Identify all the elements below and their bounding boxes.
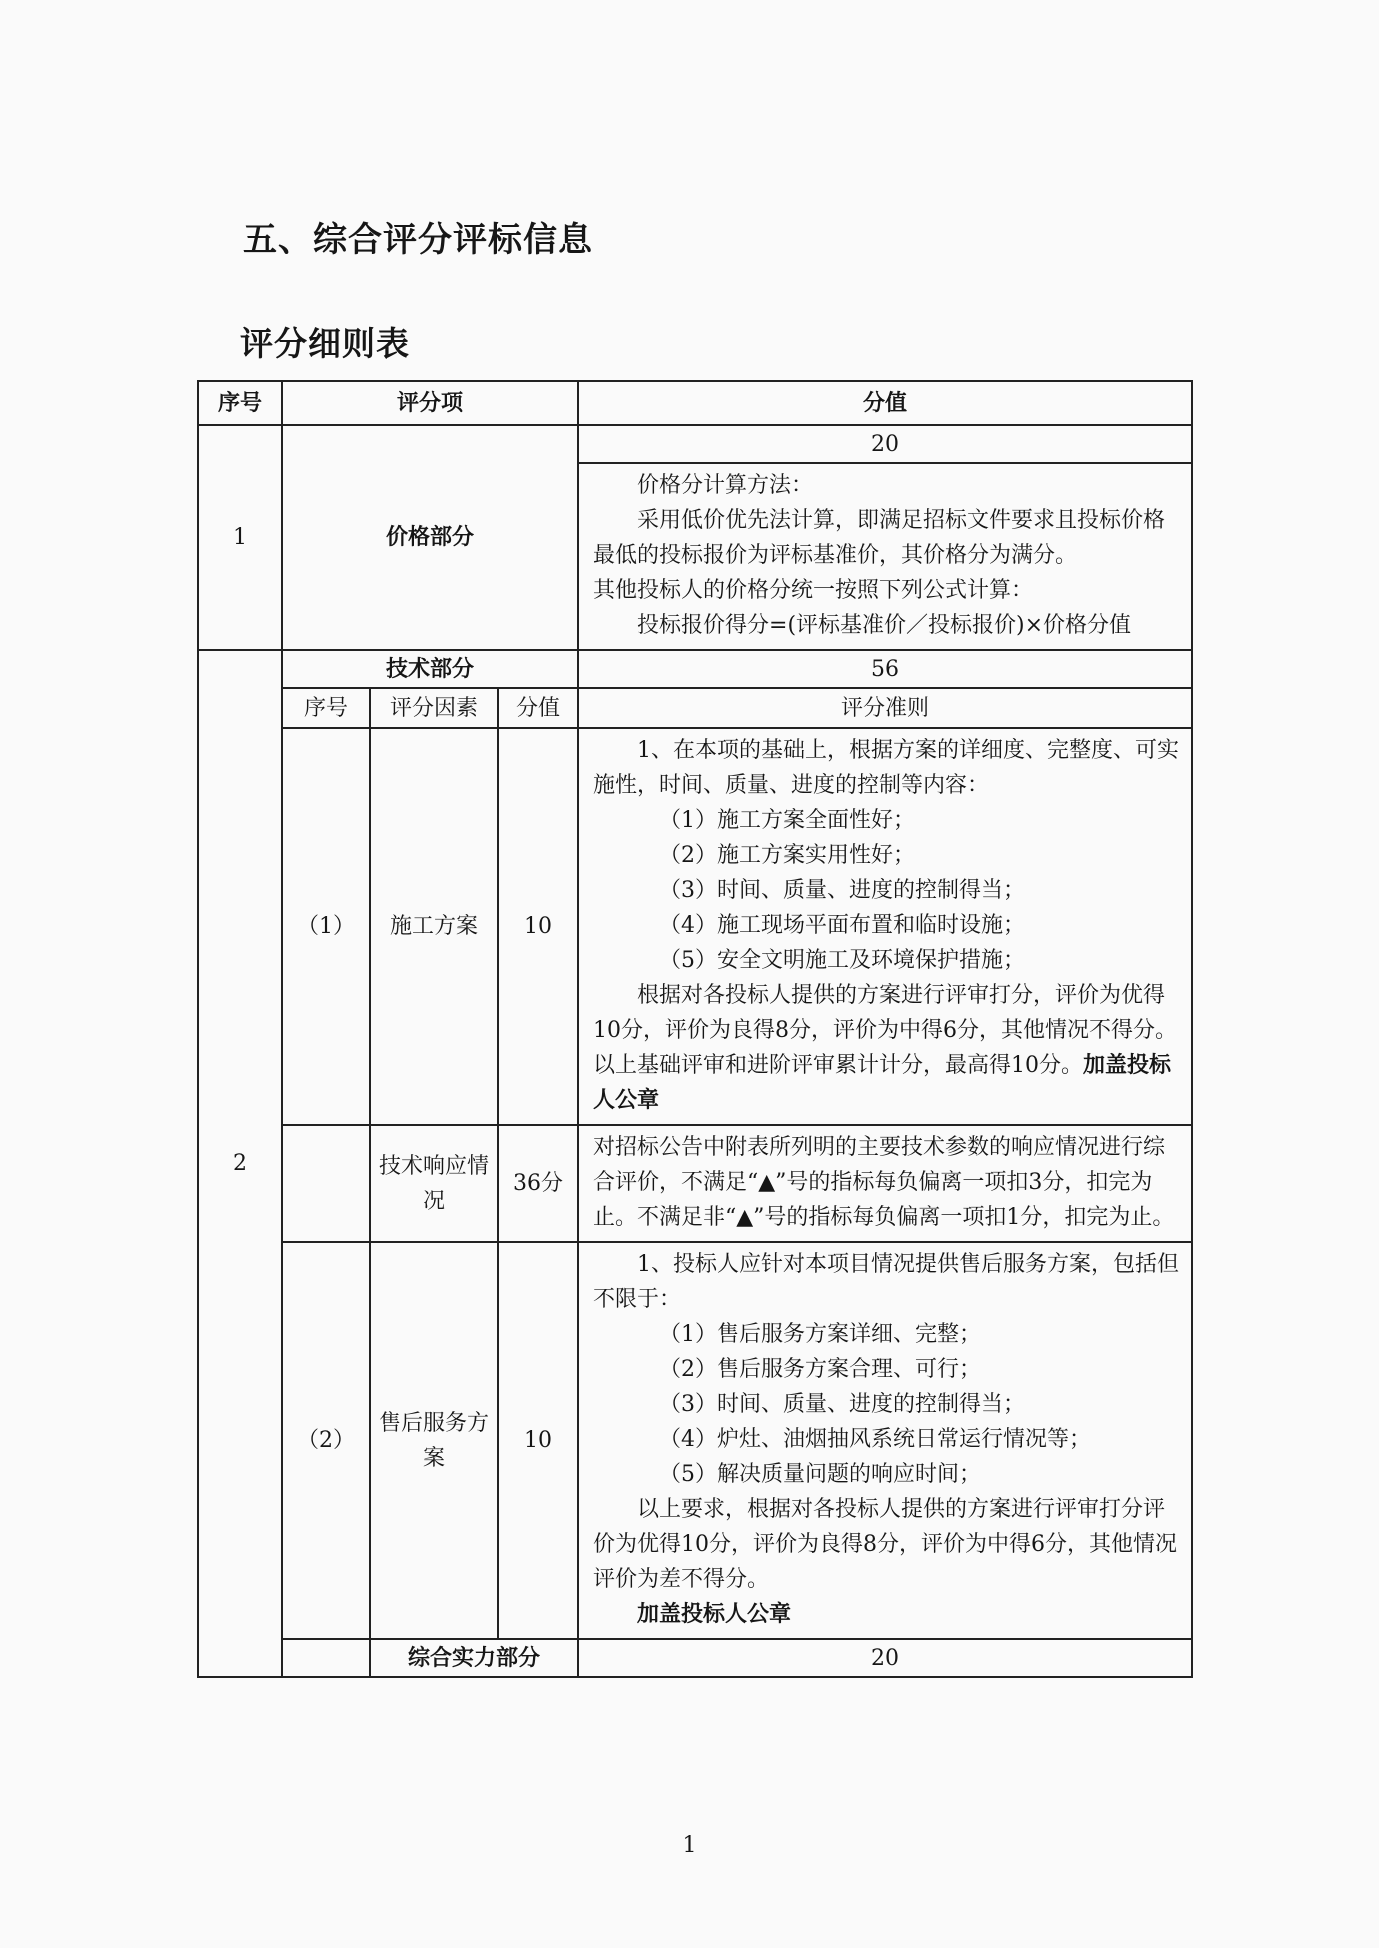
aftersales-item: （1）售后服务方案详细、完整； xyxy=(659,1322,982,1347)
construction-criteria xyxy=(578,728,1192,1125)
strength-blank xyxy=(282,1639,370,1677)
aftersales-item: （3）时间、质量、进度的控制得当； xyxy=(659,1392,1026,1417)
sub-header-criteria: 评分准则 xyxy=(578,688,1192,728)
tech-row xyxy=(198,650,1192,688)
price-method-line: 其他投标人的价格分统一按照下列公式计算： xyxy=(593,578,1034,603)
construction-stamp: 加盖投标人公章 xyxy=(593,1053,1172,1113)
aftersales-intro: 1、投标人应针对本项目情况提供售后服务方案，包括但不限于： xyxy=(593,1252,1180,1312)
construction-summary-text: 根据对各投标人提供的方案进行评审打分，评价为优得10分，评价为良得8分，评价为中得6分，其他情况不得分。以上基础评审和进阶评审累计计分，最高得10分。 xyxy=(593,983,1178,1078)
construction-item: （2）施工方案实用性好； xyxy=(659,843,916,868)
response-no xyxy=(282,1125,370,1242)
price-score: 20 xyxy=(578,425,1192,463)
table-header-row xyxy=(198,381,1192,425)
strength-name: 综合实力部分 xyxy=(370,1639,578,1677)
sub-header-factor: 评分因素 xyxy=(370,688,498,728)
construction-score: 10 xyxy=(498,728,578,1125)
price-method xyxy=(578,463,1192,650)
aftersales-item: （5）解决质量问题的响应时间； xyxy=(659,1462,982,1487)
tech-score: 56 xyxy=(578,650,1192,688)
price-method-line: 价格分计算方法： xyxy=(637,473,814,498)
header-score: 分值 xyxy=(578,381,1192,425)
price-row xyxy=(198,425,1192,463)
construction-item: （3）时间、质量、进度的控制得当； xyxy=(659,878,1026,903)
sub-header-no: 序号 xyxy=(282,688,370,728)
section-heading: 五、综合评分评标信息 xyxy=(243,220,593,260)
tech-no: 2 xyxy=(198,650,282,1677)
aftersales-no: （2） xyxy=(282,1242,370,1639)
header-no: 序号 xyxy=(198,381,282,425)
table-title: 评分细则表 xyxy=(240,324,410,363)
construction-factor: 施工方案 xyxy=(370,728,498,1125)
construction-summary xyxy=(593,978,1179,1118)
construction-no: （1） xyxy=(282,728,370,1125)
construction-item: （5）安全文明施工及环境保护措施； xyxy=(659,948,1026,973)
aftersales-stamp: 加盖投标人公章 xyxy=(637,1602,792,1627)
construction-item: （4）施工现场平面布置和临时设施； xyxy=(659,913,1026,938)
response-score: 36分 xyxy=(498,1125,578,1242)
aftersales-factor: 售后服务方案 xyxy=(370,1242,498,1639)
strength-score: 20 xyxy=(578,1639,1192,1677)
response-factor: 技术响应情况 xyxy=(370,1125,498,1242)
header-item: 评分项 xyxy=(282,381,578,425)
page-number: 1 xyxy=(682,1833,697,1858)
construction-intro: 1、在本项的基础上，根据方案的详细度、完整度、可实施性，时间、质量、进度的控制等内容： xyxy=(593,738,1180,798)
scoring-table xyxy=(197,380,1193,1678)
aftersales-item: （2）售后服务方案合理、可行； xyxy=(659,1357,982,1382)
aftersales-row xyxy=(198,1242,1192,1639)
tech-subheader-row xyxy=(198,688,1192,728)
aftersales-criteria xyxy=(578,1242,1192,1639)
construction-row xyxy=(198,728,1192,1125)
price-formula: 投标报价得分=(评标基准价／投标报价)×价格分值 xyxy=(637,613,1132,638)
aftersales-item: （4）炉灶、油烟抽风系统日常运行情况等； xyxy=(659,1427,1092,1452)
price-no: 1 xyxy=(198,425,282,650)
sub-header-score: 分值 xyxy=(498,688,578,728)
price-method-line: 采用低价优先法计算，即满足招标文件要求且投标价格最低的投标报价为评标基准价，其价格分为满分。 xyxy=(593,508,1166,568)
aftersales-summary: 以上要求，根据对各投标人提供的方案进行评审打分评价为优得10分，评价为良得8分，评价为中得6分，其他情况评价为差不得分。 xyxy=(593,1497,1178,1592)
strength-row xyxy=(198,1639,1192,1677)
aftersales-score: 10 xyxy=(498,1242,578,1639)
construction-item: （1）施工方案全面性好； xyxy=(659,808,916,833)
response-criteria: 对招标公告中附表所列明的主要技术参数的响应情况进行综合评价，不满足“▲”号的指标每负偏离一项扣3分，扣完为止。不满足非“▲”号的指标每负偏离一项扣1分，扣完为止。 xyxy=(578,1125,1192,1242)
price-name: 价格部分 xyxy=(282,425,578,650)
tech-name: 技术部分 xyxy=(282,650,578,688)
response-row xyxy=(198,1125,1192,1242)
